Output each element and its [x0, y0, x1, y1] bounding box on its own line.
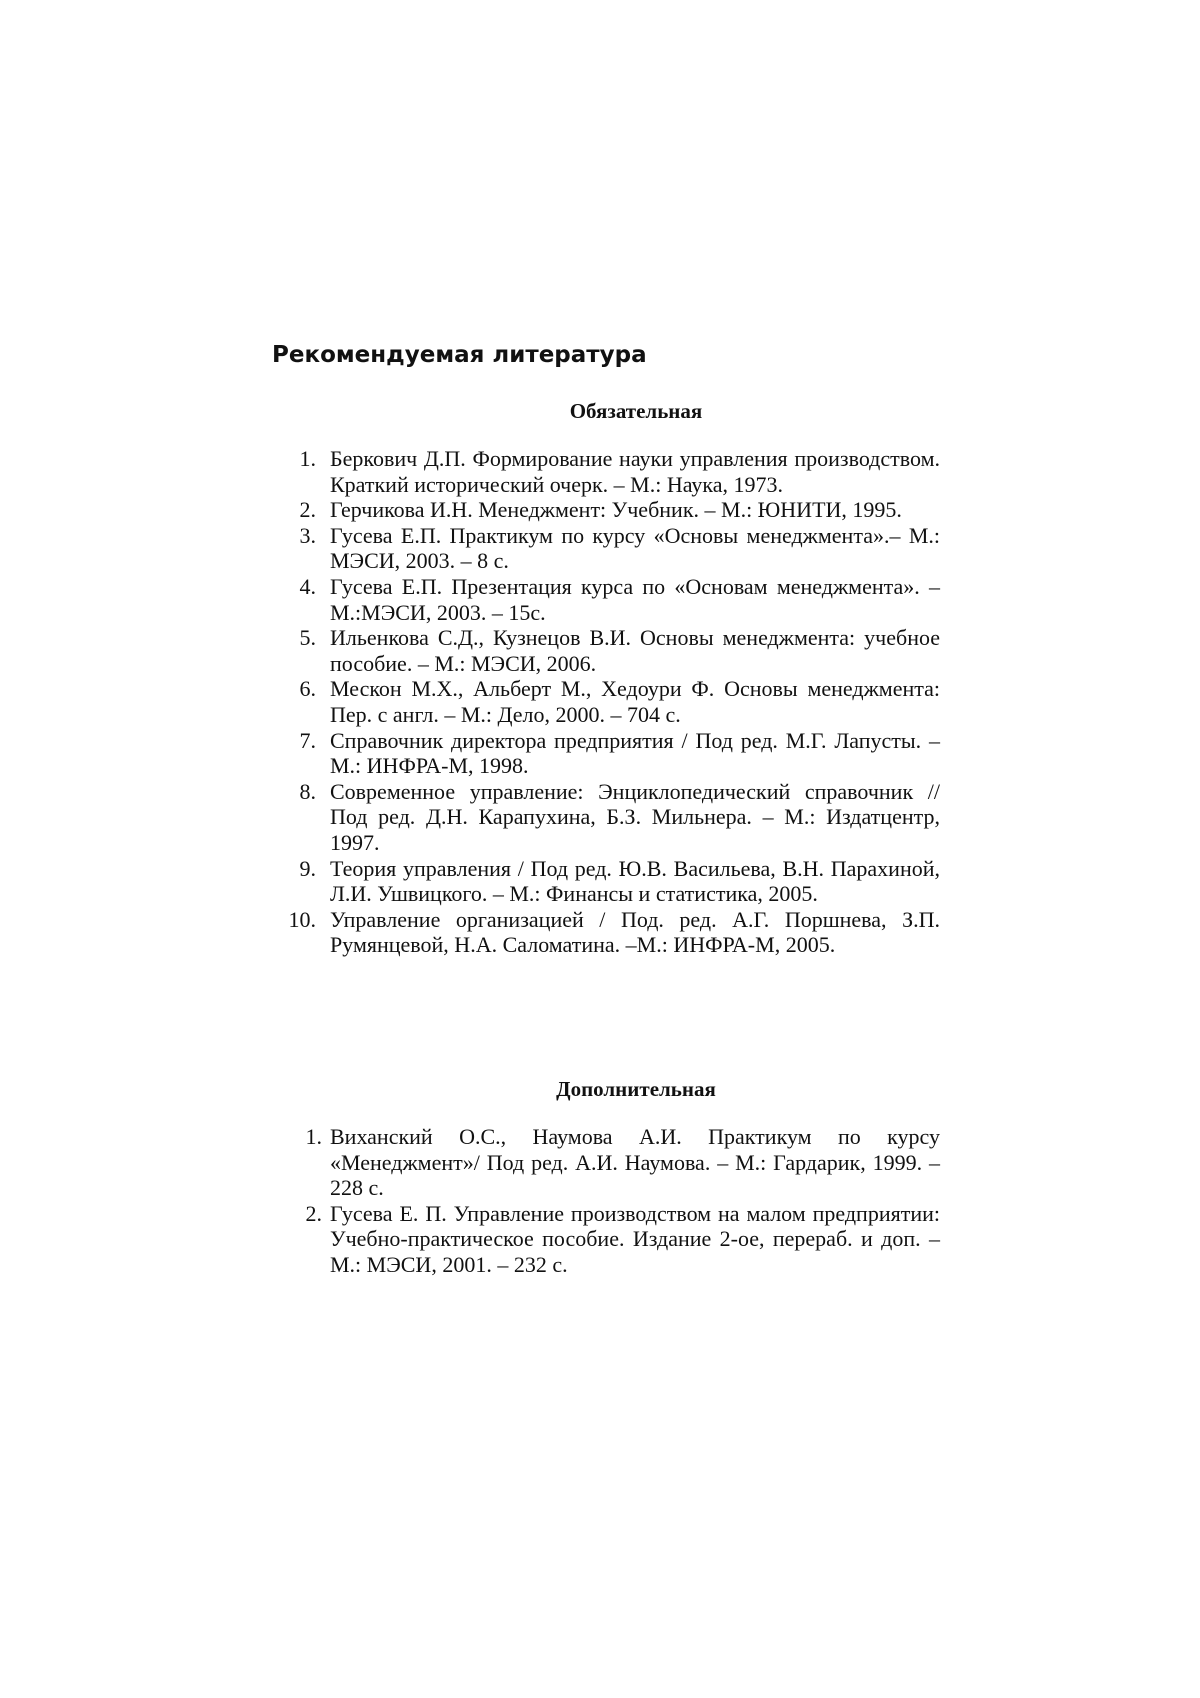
reference-text: Теория управления / Под ред. Ю.В. Васильева, В.Н. Парахиной, Л.И. Ушвицкого. – М.: Финансы и статистика, 2005. [330, 855, 940, 907]
required-literature-section [272, 398, 940, 958]
reference-item [272, 625, 940, 676]
reference-text: Справочник директора предприятия / Под ред. М.Г. Лапусты. – М.: ИНФРА-М, 1998. [330, 727, 940, 779]
reference-number: 2. [299, 497, 316, 523]
reference-text: Гусева Е. П. Управление производством на малом предприятии: Учебно-практическое пособие. Издание 2-ое, перераб. и доп. – М.: МЭСИ, 2001. – 232 с. [330, 1200, 940, 1277]
reference-item [272, 574, 940, 625]
reference-number: 1. [305, 1124, 322, 1149]
reference-number: 7. [299, 727, 316, 753]
section-title-required: Обязательная [569, 399, 703, 423]
reference-number: 6. [299, 676, 316, 702]
reference-item [272, 523, 940, 574]
reference-number: 2. [305, 1200, 322, 1226]
reference-item [272, 856, 940, 907]
reference-number: 9. [299, 855, 316, 881]
reference-text: Беркович Д.П. Формирование науки управления производством. Краткий исторический очерк. – М.: Наука, 1973. [330, 446, 940, 497]
reference-text: Виханский О.С., Наумова А.И. Практикум по курсу «Менеджмент»/ Под ред. А.И. Наумова. – М.: Гардарик, 1999. – 228 с. [330, 1124, 940, 1201]
reference-item [272, 497, 940, 523]
reference-text: Мескон М.Х., Альберт М., Хедоури Ф. Основы менеджмента: Пер. с англ. – М.: Дело, 2000. – 704 с. [330, 676, 940, 727]
reference-number: 4. [299, 573, 316, 599]
reference-number: 1. [299, 446, 316, 471]
reference-item [272, 1124, 940, 1201]
reference-item [272, 1201, 940, 1278]
reference-item [272, 676, 940, 727]
reference-text: Гусева Е.П. Практикум по курсу «Основы менеджмента».– М.: МЭСИ, 2003. – 8 с. [330, 522, 940, 574]
additional-reference-list [272, 1124, 940, 1278]
reference-item [272, 779, 940, 856]
reference-text: Современное управление: Энциклопедический справочник // Под ред. Д.Н. Карапухина, Б.З. Мильнера. – М.: Издатцентр, 1997. [330, 778, 940, 855]
reference-number: 10. [288, 906, 316, 932]
section-title-additional: Дополнительная [556, 1077, 716, 1101]
reference-text: Гусева Е.П. Презентация курса по «Основам менеджмента». – М.:МЭСИ, 2003. – 15с. [330, 573, 940, 625]
required-reference-list [272, 446, 940, 958]
reference-text: Ильенкова С.Д., Кузнецов В.И. Основы менеджмента: учебное пособие. – М.: МЭСИ, 2006. [330, 625, 940, 676]
reference-number: 3. [299, 522, 316, 548]
reference-number: 5. [299, 625, 316, 651]
additional-literature-section [272, 1076, 940, 1278]
reference-text: Герчикова И.Н. Менеджмент: Учебник. – М.: ЮНИТИ, 1995. [330, 497, 902, 523]
reference-number: 8. [299, 778, 316, 804]
reference-item [272, 728, 940, 779]
reference-text: Управление организацией / Под. ред. А.Г. Поршнева, З.П. Румянцевой, Н.А. Саломатина. –М.: ИНФРА-М, 2005. [330, 906, 940, 958]
reference-item [272, 907, 940, 958]
reference-item [272, 446, 940, 497]
page-title: Рекомендуемая литература [272, 342, 647, 368]
